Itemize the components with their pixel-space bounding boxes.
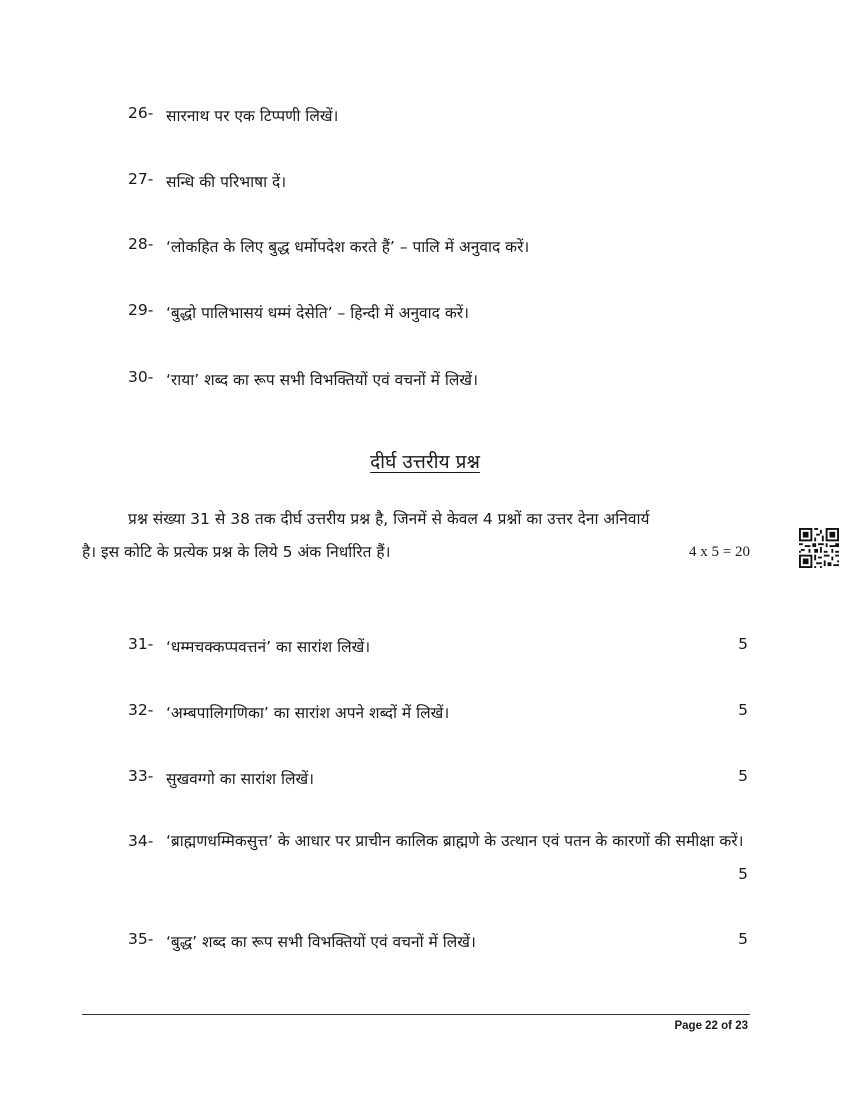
question-number: 28- <box>128 235 154 253</box>
question-text: ‘लोकहित के लिए बुद्ध धर्मोपदेश करते हैं’ – पालि में अनुवाद करें। <box>166 238 530 256</box>
question-marks: 5 <box>738 635 748 653</box>
question-text: सारनाथ पर एक टिप्पणी लिखें। <box>166 107 339 125</box>
question-text: ‘धम्मचक्कप्पवत्तनं’ का सारांश लिखें। <box>166 638 371 656</box>
page-number: Page 22 of 23 <box>674 1020 748 1032</box>
instructions-line-2-wrap <box>82 536 750 569</box>
qr-code-icon <box>799 528 839 568</box>
question-text: ‘बुद्ध’ शब्द का रूप सभी विभक्तियों एवं वचनों में लिखें। <box>166 933 476 951</box>
question-marks: 5 <box>738 767 748 785</box>
question-text: ‘राया’ शब्द का रूप सभी विभक्तियों एवं वचनों में लिखें। <box>166 371 478 389</box>
question-text: ‘ब्राह्मणधम्मिकसुत्त’ के आधार पर प्राचीन कालिक ब्राह्मणे के उत्थान एवं पतन के कारणों की समीक्षा करें। <box>166 832 744 850</box>
question-number: 35- <box>128 930 154 948</box>
instructions-line-1: प्रश्न संख्या 31 से 38 तक दीर्घ उत्तरीय प्रश्न है, जिनमें से केवल 4 प्रश्नों का उत्तर देना अनिवार्य <box>128 510 650 528</box>
question-number: 31- <box>128 635 154 653</box>
question-number: 30- <box>128 368 154 386</box>
instructions-line-2: है। इस कोटि के प्रत्येक प्रश्न के लिये 5 अंक निर्धारित हैं। <box>82 543 391 561</box>
question-text: ‘अम्बपालिगणिका’ का सारांश अपने शब्दों में लिखें। <box>166 704 450 722</box>
section-heading: दीर्घ उत्तरीय प्रश्न <box>370 451 480 473</box>
question-marks: 5 <box>738 865 748 883</box>
question-text: सन्धि की परिभाषा दें। <box>166 173 287 191</box>
question-marks: 5 <box>738 930 748 948</box>
question-number: 33- <box>128 767 154 785</box>
question-number: 26- <box>128 104 154 122</box>
question-marks: 5 <box>738 701 748 719</box>
marks-formula: 4 x 5 = 20 <box>689 544 750 560</box>
question-text: ‘बुद्धो पालिभासयं धम्मं देसेति’ – हिन्दी में अनुवाद करें। <box>166 304 469 322</box>
question-number: 32- <box>128 701 154 719</box>
question-number: 29- <box>128 301 154 319</box>
question-text: सुखवग्गो का सारांश लिखें। <box>166 770 315 788</box>
question-number: 27- <box>128 170 154 188</box>
section-instructions <box>82 503 750 569</box>
question-number: 34- <box>128 832 154 850</box>
footer-divider <box>82 1014 750 1015</box>
